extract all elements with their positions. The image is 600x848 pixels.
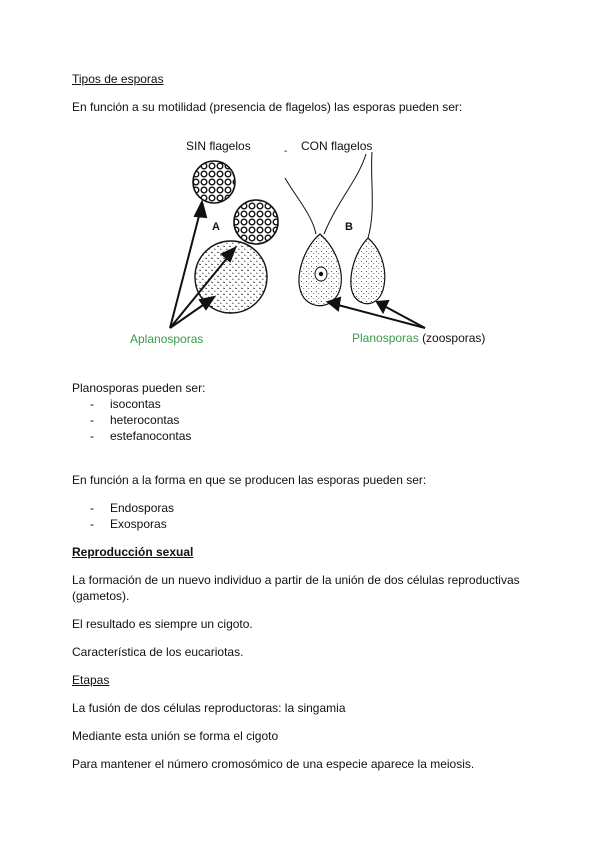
label-zoosporas: (zoosporas) [422, 331, 486, 345]
intro-motility: En función a su motilidad (presencia de flagelos) las esporas pueden ser: [72, 100, 463, 114]
aplanospore-1 [193, 161, 235, 203]
etapas-paragraph-3: Para mantener el número cromosómico de una especie aparece la meiosis. [72, 757, 475, 771]
list-item: heterocontas [110, 413, 180, 427]
svg-text:-: - [284, 146, 288, 157]
list-item: Exosporas [110, 517, 167, 531]
spore-figure [120, 130, 500, 355]
label-aplanosporas: Aplanosporas [130, 332, 204, 346]
sexual-paragraph-1: La formación de un nuevo individuo a partir de la unión de dos células reproductivas [72, 573, 520, 587]
label-a: A [212, 221, 220, 233]
aplanospore-2 [234, 200, 278, 244]
sexual-paragraph-1-cont: (gametos). [72, 589, 130, 603]
forma-intro: En función a la forma en que se producen las esporas pueden ser: [72, 473, 427, 487]
planosporas-intro: Planosporas pueden ser: [72, 381, 206, 395]
list-item: isocontas [110, 397, 161, 411]
etapas-paragraph-2: Mediante esta unión se forma el cigoto [72, 729, 279, 743]
label-planosporas-group [352, 331, 485, 346]
list-item: estefanocontas [110, 429, 192, 443]
heading-etapas: Etapas [72, 673, 110, 687]
label-con-flagelos: CON flagelos [301, 139, 373, 153]
list-item: Endosporas [110, 501, 175, 515]
etapas-paragraph-1: La fusión de dos células reproductoras: la singamia [72, 701, 346, 715]
heading-reproduccion-sexual: Reproducción sexual [72, 545, 194, 559]
planospore-arrows [328, 298, 425, 328]
label-b: B [345, 221, 353, 233]
sexual-paragraph-3: Característica de los eucariotas. [72, 645, 244, 659]
planospore-2 [351, 238, 385, 304]
label-planosporas: Planosporas [352, 331, 419, 345]
label-sin-flagelos: SIN flagelos [186, 139, 251, 153]
heading-tipos-esporas: Tipos de esporas [72, 72, 164, 86]
sexual-paragraph-2: El resultado es siempre un cigoto. [72, 617, 253, 631]
